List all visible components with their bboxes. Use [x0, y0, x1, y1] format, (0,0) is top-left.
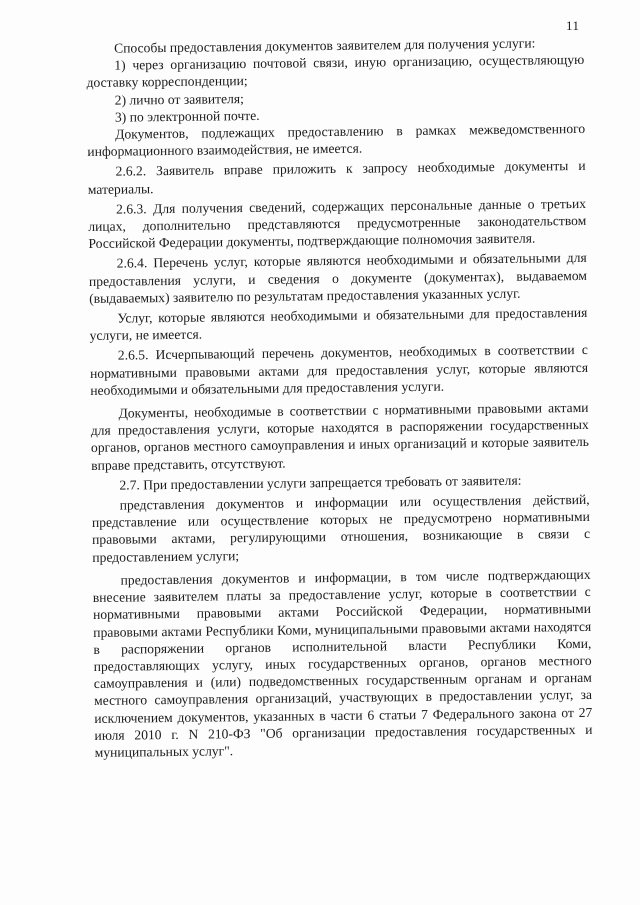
paragraph-no-required-services: Услуг, которые являются необходимыми и обязательными для предоставления услуги, не имеется.: [89, 304, 588, 344]
paragraph-2-7: 2.7. При предоставлении услуги запрещается требовать от заявителя:: [119, 472, 522, 493]
paragraph-2-6-5: 2.6.5. Исчерпывающий перечень документов, необходимых в соответствии с нормативными правовыми актами для предоставления услуг, которые являются необходимыми и обязательными для предоставления услуги.: [89, 342, 589, 398]
document-body: [86, 34, 593, 761]
page-number: 11: [566, 18, 580, 33]
paragraph-interagency-documents: Документов, подлежащих предоставлению в рамках межведомственного информационного взаимодействия, не имеется.: [87, 120, 586, 160]
paragraph-method-email: 3) по электронной почте.: [114, 107, 260, 125]
paragraph-documents-absent: Документы, необходимые в соответствии с нормативными правовыми актами для предоставления услуги, которые находятся в распоряжении государственных органов, органов местного самоуправления и иных организаций и которые заявитель вправе представить, отсутствуют.: [90, 399, 590, 473]
paragraph-method-post: 1) через организацию почтовой связи, иную организацию, осуществляющую доставку корреспонденции;: [86, 52, 585, 91]
paragraph-2-6-3: 2.6.3. Для получения сведений, содержащих персональные данные о третьих лицах, дополнительно представляются предусмотренные законодательством Российской Федерации документы, подтверждающие полномочия заявителя.: [88, 195, 587, 252]
paragraph-prohibition-2: предоставления документов и информации, в том числе подтверждающих внесение заявителем платы за предоставление услуг, которые в соответствии с нормативными правовыми актами Российской Федерации, нормативными правовыми актами Республики Коми, муниципальными правовыми актами находятся в распоряжении органов исполнительной власти Республики Коми, предоставляющих услугу, иных государственных органов, органов местного самоуправления и (или) подведомственных государственным органам и органам местного самоуправления организаций, участвующих в предоставлении услуг, за исключением документов, указанных в части 6 статьи 7 Федерального закона от 27 июля 2010 г. N 210-ФЗ "Об организации предоставления государственных и муниципальных услуг".: [92, 566, 593, 760]
paragraph-2-6-4: 2.6.4. Перечень услуг, которые являются необходимыми и обязательными для предоставления услуги, и сведения о документе (документах), выдаваемом (выдаваемых) заявителю по результатам предоставления указанных услуг.: [88, 250, 588, 306]
paragraph-method-in-person: 2) лично от заявителя;: [114, 90, 245, 108]
paragraph-prohibition-1: представления документов и информации или осуществления действий, представление или осуществление которых не предусмотрено нормативными правовыми актами, регулирующими отношения, возникающие в связи с предоставлением услуги;: [91, 491, 591, 565]
paragraph-submission-methods: Способы предоставления документов заявителем для получения услуги:: [114, 35, 536, 56]
paragraph-2-6-2: 2.6.2. Заявитель вправе приложить к запросу необходимые документы и материалы.: [87, 158, 586, 197]
